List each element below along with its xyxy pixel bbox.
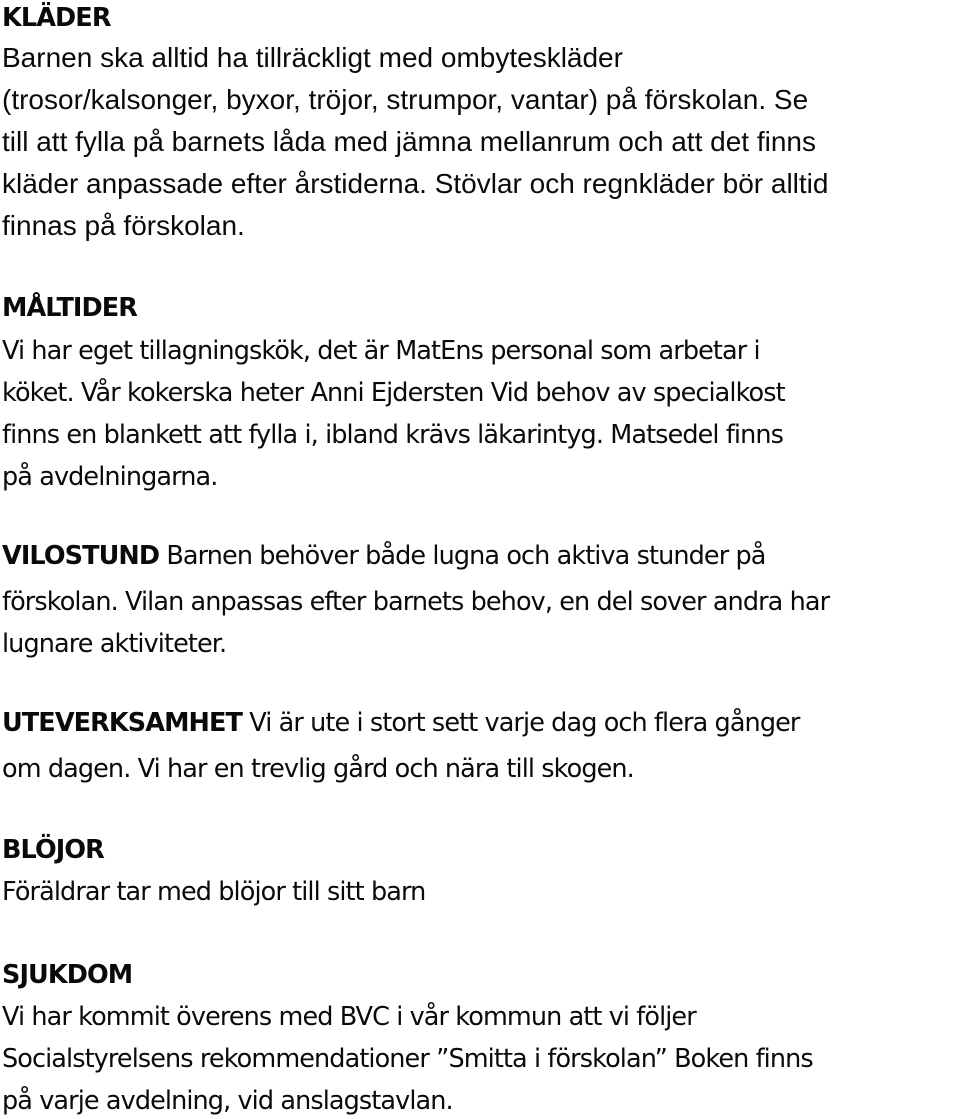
maltider-line-2: köket. Vår kokerska heter Anni Ejdersten Vid behov av specialkost xyxy=(2,378,785,408)
maltider-line-3: finns en blankett att fylla i, ibland krävs läkarintyg. Matsedel finns xyxy=(2,420,783,450)
klader-line-2: (trosor/kalsonger, byxor, tröjor, strumpor, vantar) på förskolan. Se xyxy=(2,84,809,115)
uteverksamhet-line-2: om dagen. Vi har en trevlig gård och nära till skogen. xyxy=(2,754,634,784)
heading-uteverksamhet: UTEVERKSAMHET xyxy=(2,708,243,738)
sjukdom-line-3: på varje avdelning, vid anslagstavlan. xyxy=(2,1086,453,1116)
heading-maltider: MÅLTIDER xyxy=(2,293,138,323)
klader-line-4: kläder anpassade efter årstiderna. Stövlar och regnkläder bör alltid xyxy=(2,168,829,199)
klader-line-1: Barnen ska alltid ha tillräckligt med ombyteskläder xyxy=(2,42,623,73)
uteverksamhet-first-line-rest: Vi är ute i stort sett varje dag och flera gånger xyxy=(242,708,800,738)
klader-line-3: till att fylla på barnets låda med jämna mellanrum och att det finns xyxy=(2,126,816,157)
uteverksamhet-first-line xyxy=(2,708,800,738)
heading-klader: KLÄDER xyxy=(2,3,111,33)
vilostund-line-3: lugnare aktiviteter. xyxy=(2,629,227,659)
sjukdom-line-1: Vi har kommit överens med BVC i vår kommun att vi följer xyxy=(2,1002,696,1032)
heading-blojor: BLÖJOR xyxy=(2,835,104,865)
vilostund-line-2: förskolan. Vilan anpassas efter barnets behov, en del sover andra har xyxy=(2,587,830,617)
klader-line-5: finnas på förskolan. xyxy=(2,210,245,241)
vilostund-first-line-rest: Barnen behöver både lugna och aktiva stunder på xyxy=(159,541,766,571)
heading-sjukdom: SJUKDOM xyxy=(2,960,133,990)
maltider-line-1: Vi har eget tillagningskök, det är MatEns personal som arbetar i xyxy=(2,336,760,366)
sjukdom-line-2: Socialstyrelsens rekommendationer ”Smitta i förskolan” Boken finns xyxy=(2,1044,813,1074)
blojor-line-1: Föräldrar tar med blöjor till sitt barn xyxy=(2,877,426,907)
vilostund-first-line xyxy=(2,541,766,571)
heading-vilostund: VILOSTUND xyxy=(2,541,160,571)
maltider-line-4: på avdelningarna. xyxy=(2,462,218,492)
